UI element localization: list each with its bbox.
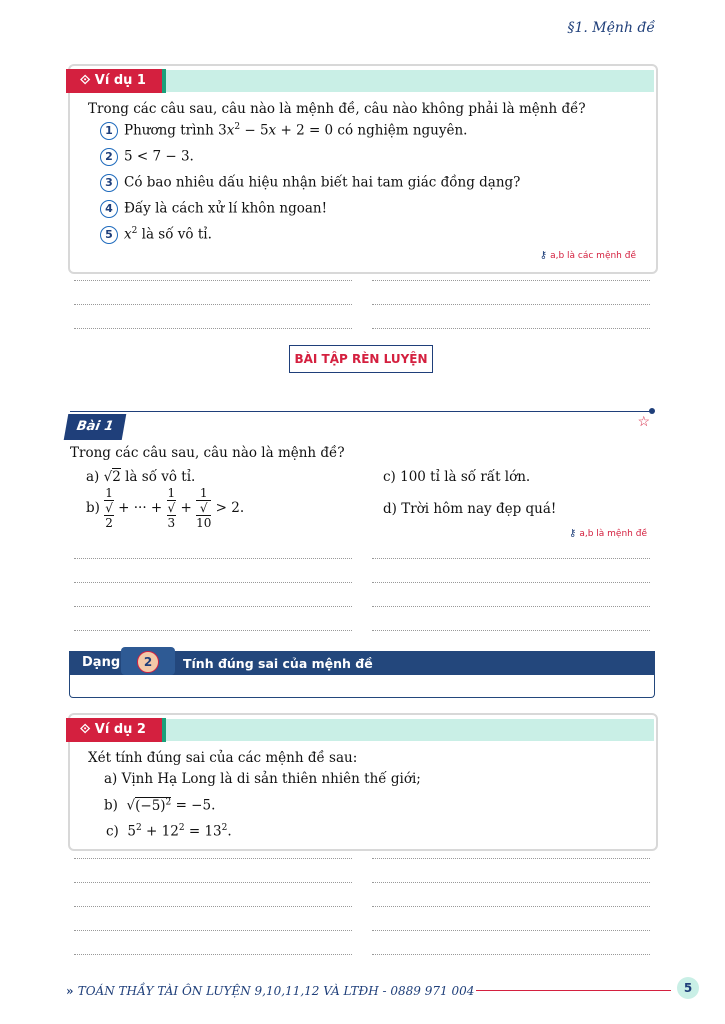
- example-2-question: Xét tính đúng sai của các mệnh đề sau:: [88, 750, 358, 766]
- answer-line: [74, 304, 352, 305]
- answer-line: [372, 304, 650, 305]
- example-2-label: [66, 718, 166, 742]
- topic-body: [69, 675, 655, 698]
- answer-line: [372, 630, 650, 631]
- hint-text: a,b là các mệnh đề: [550, 251, 636, 261]
- option-b-marker: b): [86, 500, 100, 516]
- footer: [66, 984, 474, 998]
- star-icon: ☆: [637, 414, 650, 430]
- example-1-question: Trong các câu sau, câu nào là mệnh đề, câu nào không phải là mệnh đề?: [88, 101, 586, 117]
- answer-line: [74, 582, 352, 583]
- example-1-box: [68, 64, 658, 274]
- answer-line: [372, 954, 650, 955]
- item-text: là số vô tỉ.: [137, 226, 212, 243]
- example-2-b: b) $√(-5)^2 = -5$.: [104, 797, 216, 814]
- example-2-a: a) Vịnh Hạ Long là di sản thiên nhiên thế giới;: [104, 771, 421, 787]
- answer-line: [372, 606, 650, 607]
- double-chevron-icon: »: [66, 984, 78, 998]
- example-2-box: [68, 713, 658, 851]
- list-item: 1 Phương trình $3x^2 - 5x + 2 = 0$ có nghiệm nguyên.: [100, 122, 467, 140]
- item-text: 5 < 7 − 3.: [124, 148, 194, 165]
- answer-line: [74, 882, 352, 883]
- answer-line: [74, 858, 352, 859]
- example-2-label-text: Ví dụ 2: [94, 722, 146, 737]
- key-icon: ⚷: [539, 250, 548, 261]
- example-1-label: [66, 69, 166, 93]
- option-c: c) 100 tỉ là số rất lớn.: [383, 469, 531, 485]
- item-number: 5: [100, 226, 118, 244]
- example-2-c: c) $5^2 + 12^2 = 13^2$.: [106, 823, 232, 840]
- list-item: 5 $x^2$ là số vô tỉ.: [100, 226, 212, 244]
- key-icon: ⚷: [569, 528, 577, 539]
- diamond-icon: ⟐: [80, 73, 95, 88]
- list-item: [100, 148, 194, 166]
- example-2-b-marker: b): [104, 797, 118, 814]
- option-a-text: là số vô tỉ.: [120, 469, 196, 485]
- list-item: [100, 200, 327, 218]
- answer-line: [74, 606, 352, 607]
- section-title: BÀI TẬP RÈN LUYỆN: [289, 345, 433, 373]
- hint-note: [540, 250, 636, 261]
- exercise-question: Trong các câu sau, câu nào là mệnh đề?: [70, 445, 345, 461]
- answer-line: [74, 558, 352, 559]
- chapter-title: §1. Mệnh đề: [567, 20, 655, 36]
- answer-line: [372, 882, 650, 883]
- example-2-c-marker: c): [106, 823, 119, 840]
- answer-line: [74, 328, 352, 329]
- topic-title: Tính đúng sai của mệnh đề: [183, 656, 373, 671]
- answer-line: [372, 280, 650, 281]
- answer-line: [372, 858, 650, 859]
- hint-note: [569, 528, 647, 539]
- answer-line: [74, 280, 352, 281]
- answer-line: [74, 906, 352, 907]
- list-item: [100, 174, 520, 192]
- option-a: a) √2 là số vô tỉ.: [86, 469, 196, 485]
- item-number: 3: [100, 174, 118, 192]
- answer-line: [74, 930, 352, 931]
- hint-text: a,b là mệnh đề: [579, 529, 647, 539]
- topic-label: Dạng: [82, 655, 121, 670]
- option-a-marker: a): [86, 469, 100, 485]
- option-b: b) 1 √ 2 + ··· + 1 √ 3 + 1 √ 10 > 2.: [86, 486, 245, 530]
- answer-line: [372, 328, 650, 329]
- page-number: 5: [677, 977, 699, 999]
- item-number: 4: [100, 200, 118, 218]
- example-1-label-text: Ví dụ 1: [94, 73, 146, 88]
- item-number: 2: [100, 148, 118, 166]
- item-text: Đấy là cách xử lí khôn ngoan!: [124, 200, 328, 217]
- footer-text: TOÁN THẦY TÀI ÔN LUYỆN 9,10,11,12 VÀ LTĐH - 0889 971 004: [77, 984, 475, 998]
- topic-number: 2: [137, 651, 159, 673]
- item-number: 1: [100, 122, 118, 140]
- answer-line: [74, 954, 352, 955]
- diamond-icon: ⟐: [80, 722, 95, 737]
- footer-rule: [476, 990, 671, 991]
- bai-rule: [70, 411, 652, 412]
- item-text: Có bao nhiêu dấu hiệu nhận biết hai tam giác đồng dạng?: [124, 174, 521, 191]
- answer-line: [372, 930, 650, 931]
- item-text-end: có nghiệm nguyên.: [333, 122, 468, 139]
- answer-line: [372, 906, 650, 907]
- exercise-label: Bài 1: [64, 414, 127, 440]
- option-d: d) Trời hôm nay đẹp quá!: [383, 501, 557, 517]
- answer-line: [74, 630, 352, 631]
- answer-line: [372, 582, 650, 583]
- answer-line: [372, 558, 650, 559]
- item-text: Phương trình 3: [124, 122, 227, 139]
